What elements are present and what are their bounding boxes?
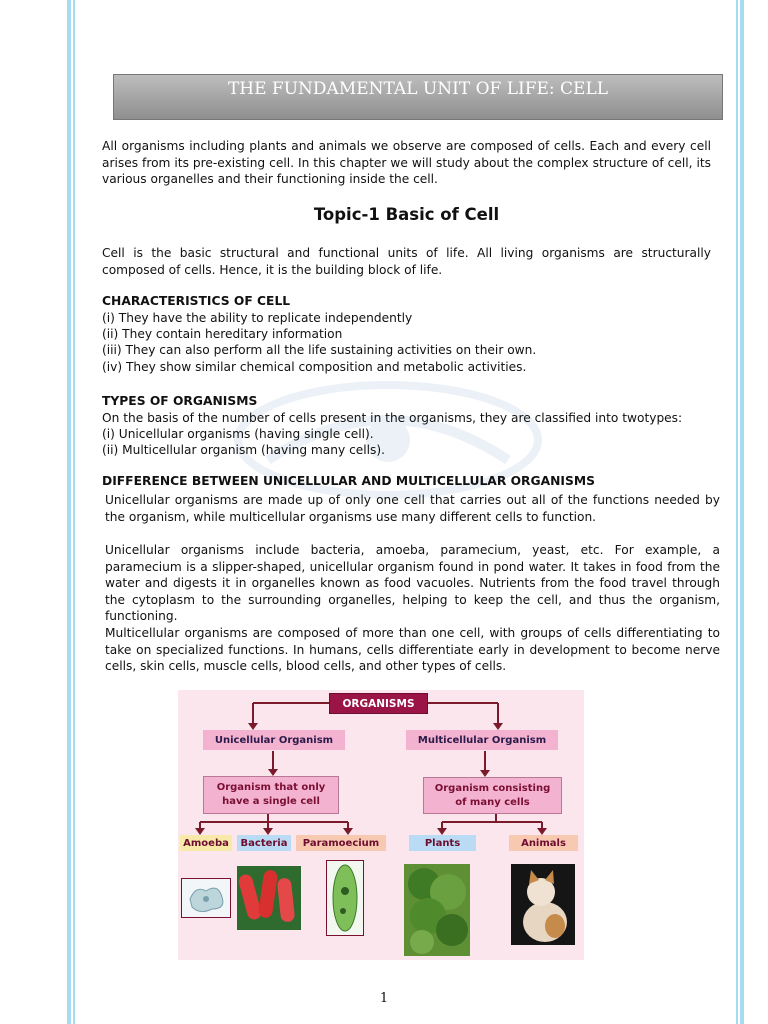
unicellular-box: Unicellular Organism [203, 730, 345, 750]
types-list [102, 410, 682, 459]
chapter-title-banner [113, 74, 723, 120]
amoeba-image [181, 878, 231, 918]
plants-label: Plants [409, 835, 476, 851]
bacteria-label: Bacteria [237, 835, 291, 851]
types-heading: TYPES OF ORGANISMS [102, 394, 258, 408]
many-cells-line-2: of many cells [455, 796, 530, 808]
chapter-title: THE FUNDAMENTAL UNIT OF LIFE: CELL [227, 79, 609, 99]
list-item: (iv) They show similar chemical composition and metabolic activities. [102, 359, 527, 374]
single-cell-line-2: have a single cell [222, 796, 320, 807]
organisms-root-box: ORGANISMS [329, 693, 428, 714]
list-item: (ii) Multicellular organism (having many cells). [102, 443, 386, 458]
animals-label: Animals [509, 835, 578, 851]
paramoecium-label: Paramoecium [296, 835, 386, 851]
organisms-diagram [178, 690, 584, 960]
cat-image [511, 864, 575, 945]
characteristics-heading: CHARACTERISTICS OF CELL [102, 294, 291, 308]
difference-paragraph: Multicellular organisms are composed of more than one cell, with groups of cells differentiating to take on specialized functions. In humans, cells differentiate early in development to become nerve cells, skin cells, muscle cells, blood cells, and other types of cells. [105, 626, 720, 673]
difference-heading: DIFFERENCE BETWEEN UNICELLULAR AND MULTICELLULAR ORGANISMS [102, 474, 595, 488]
topic-paragraph: Cell is the basic structural and functional units of life. All living organisms are structurally composed of cells. Hence, it is the building block of life. [102, 246, 711, 277]
list-item: (i) Unicellular organisms (having single cell). [102, 427, 374, 442]
page-border-right-inner [736, 0, 738, 1024]
amoeba-label: Amoeba [180, 835, 232, 851]
topic-heading: Topic-1 Basic of Cell [313, 205, 500, 224]
difference-paragraph: Unicellular organisms are made up of only one cell that carries out all of the functions needed by the organism, while multicellular organisms use many different cells to function. [105, 493, 720, 524]
single-cell-box [203, 776, 339, 814]
single-cell-line-1: Organism that only [216, 782, 326, 793]
list-item: (ii) They contain hereditary information [102, 327, 343, 342]
list-item: (i) They have the ability to replicate independently [102, 311, 413, 325]
plants-image [404, 864, 470, 956]
bacteria-image [237, 866, 301, 930]
list-item: (iii) They can also perform all the life sustaining activities on their own. [102, 343, 537, 358]
page-border-right-outer [740, 0, 744, 1024]
paramoecium-image [326, 860, 364, 936]
list-item: On the basis of the number of cells present in the organisms, they are classified into twotypes: [102, 411, 683, 425]
page-border-left-outer [67, 0, 71, 1024]
many-cells-line-1: Organism consisting [434, 782, 551, 794]
many-cells-box [423, 777, 562, 814]
page-border-left-inner [73, 0, 75, 1024]
intro-paragraph: All organisms including plants and animals we observe are composed of cells. Each and every cell arises from its pre-existing cell. In this chapter we will study about the complex structure of cell, its various organelles and their functioning inside the cell. [102, 139, 711, 186]
multicellular-box: Multicellular Organism [406, 730, 558, 750]
page-number: 1 [379, 991, 389, 1006]
characteristics-list [102, 310, 536, 375]
difference-paragraph: Unicellular organisms include bacteria, amoeba, paramecium, yeast, etc. For example, a paramecium is a slipper-shaped, unicellular organism found in pond water. It takes in food from the water and digests it in organelles known as food vacuoles. Nutrients from the food travel through the cytoplasm to the surrounding organelles, helping to keep the cell, and thus the organism, functioning. [105, 543, 720, 623]
